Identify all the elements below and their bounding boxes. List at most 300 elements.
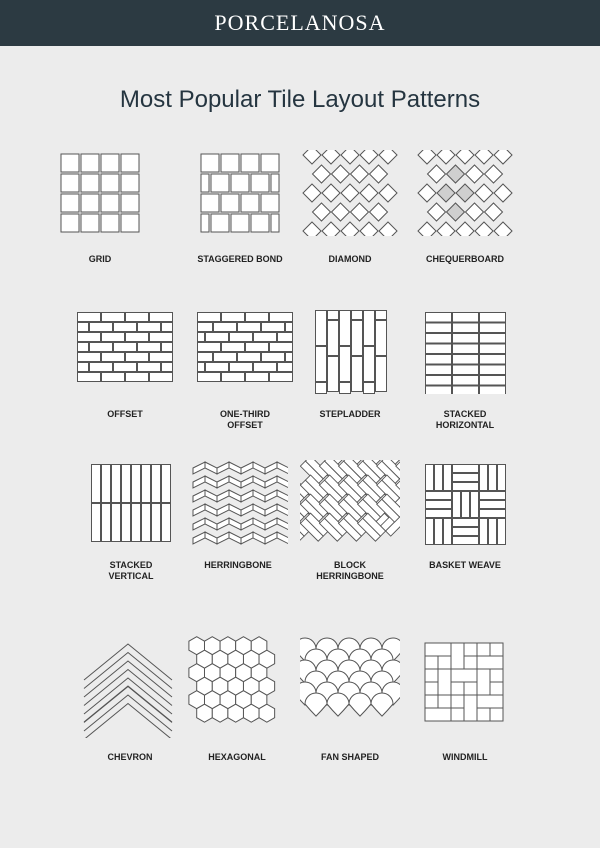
tile <box>453 323 479 333</box>
tile <box>205 490 217 502</box>
tile <box>477 656 503 669</box>
tile <box>205 462 217 474</box>
tile <box>126 373 149 382</box>
tile <box>277 532 288 544</box>
pattern-label: BLOCK HERRINGBONE <box>316 560 384 581</box>
chevron-pattern-diagram <box>80 632 180 738</box>
pattern-label: STACKED HORIZONTAL <box>435 409 495 430</box>
tile <box>238 353 261 362</box>
tile <box>230 363 253 372</box>
tile <box>201 214 209 232</box>
pattern-label: STEPLADDER <box>319 409 381 419</box>
brand-header <box>0 0 600 46</box>
tile <box>112 465 121 503</box>
tile <box>351 165 369 183</box>
tile <box>453 474 479 482</box>
tile <box>313 165 331 183</box>
tile <box>61 194 79 212</box>
tile <box>480 492 506 500</box>
tile <box>81 154 99 172</box>
tile <box>197 704 213 722</box>
tile <box>221 194 239 212</box>
tile <box>206 363 229 372</box>
tile <box>126 333 149 342</box>
tile <box>132 465 141 503</box>
tile <box>438 695 451 708</box>
tile <box>303 222 321 236</box>
tile <box>90 343 113 352</box>
tile <box>270 373 293 382</box>
tile <box>241 462 253 474</box>
tile <box>453 365 479 375</box>
tile <box>262 353 285 362</box>
tile <box>477 708 490 721</box>
pattern-label: BASKET WEAVE <box>429 560 501 570</box>
tile <box>451 643 464 669</box>
tile <box>198 363 205 372</box>
tile <box>241 504 253 516</box>
tile <box>426 376 452 386</box>
tile <box>352 311 363 320</box>
tile <box>464 643 477 656</box>
stacked-horizontal-pattern-diagram <box>415 308 515 394</box>
tile <box>438 669 451 695</box>
tile <box>316 383 327 394</box>
tile <box>265 476 277 488</box>
tile <box>490 682 503 695</box>
tile <box>453 334 479 344</box>
tile <box>341 150 359 164</box>
tile <box>78 313 101 322</box>
tile <box>418 184 436 202</box>
tile <box>313 203 331 221</box>
tile <box>322 222 340 236</box>
tile <box>229 490 241 502</box>
tile <box>261 194 279 212</box>
tile <box>475 222 493 236</box>
tile <box>265 532 277 544</box>
tile <box>198 353 213 362</box>
tile <box>214 353 237 362</box>
tile <box>259 704 275 722</box>
tile <box>217 462 229 474</box>
tile <box>480 501 506 509</box>
tile <box>84 678 172 714</box>
tile <box>132 504 141 542</box>
tile <box>253 518 265 530</box>
tile <box>303 150 321 164</box>
tile <box>162 323 173 332</box>
tile <box>447 203 465 221</box>
tile <box>162 465 171 503</box>
tile <box>198 313 221 322</box>
tile <box>322 150 340 164</box>
tile <box>114 323 137 332</box>
tile <box>162 504 171 542</box>
tile <box>102 333 125 342</box>
tile <box>84 670 172 706</box>
tile <box>341 222 359 236</box>
tile <box>126 353 149 362</box>
pattern-label: HERRINGBONE <box>204 560 272 570</box>
pattern-label: HEXAGONAL <box>208 752 266 762</box>
tile <box>81 174 99 192</box>
tile <box>121 154 139 172</box>
tile <box>379 222 397 236</box>
tile <box>352 357 363 392</box>
tile <box>90 323 113 332</box>
tile <box>211 214 229 232</box>
tile <box>152 504 161 542</box>
tile <box>193 490 205 502</box>
tile <box>253 476 265 488</box>
tile <box>475 150 493 164</box>
tile <box>238 323 261 332</box>
tile <box>352 321 363 356</box>
tile <box>122 465 131 503</box>
tile <box>456 150 474 164</box>
tile <box>376 357 387 392</box>
tile <box>426 344 452 354</box>
stepladder-pattern-diagram <box>300 308 400 394</box>
grid-pattern-diagram <box>50 150 150 236</box>
stacked-vertical-pattern-diagram <box>81 460 181 546</box>
staggered-bond-pattern-diagram <box>190 150 290 236</box>
tile <box>364 311 375 346</box>
tile <box>81 214 99 232</box>
tile <box>303 184 321 202</box>
tile <box>475 184 493 202</box>
tile <box>230 333 253 342</box>
tile <box>114 343 137 352</box>
tile <box>376 311 387 320</box>
tile <box>453 528 479 536</box>
tile <box>246 373 269 382</box>
tile <box>78 343 89 352</box>
tile <box>477 643 490 656</box>
tile <box>360 222 378 236</box>
tile <box>351 203 369 221</box>
pattern-label: STACKED VERTICAL <box>108 560 154 581</box>
tile <box>229 462 241 474</box>
tile <box>229 532 241 544</box>
page-title: Most Popular Tile Layout Patterns <box>119 86 481 113</box>
tile <box>316 311 327 346</box>
tile <box>464 656 477 669</box>
fan-shaped-pattern-diagram <box>300 632 400 732</box>
tile <box>426 334 452 344</box>
tile <box>205 476 217 488</box>
tile <box>121 194 139 212</box>
tile <box>453 465 479 473</box>
tile <box>453 483 479 491</box>
tile <box>437 184 455 202</box>
tile <box>102 313 125 322</box>
tile <box>426 519 434 545</box>
tile <box>101 214 119 232</box>
tile <box>453 519 479 527</box>
pattern-label: FAN SHAPED <box>320 752 379 762</box>
tile <box>211 174 229 192</box>
tile <box>328 311 339 320</box>
tile <box>150 333 173 342</box>
tile <box>322 184 340 202</box>
tile <box>480 365 506 375</box>
tile <box>217 532 229 544</box>
tile <box>271 174 279 192</box>
tile <box>466 165 484 183</box>
tile <box>61 174 79 192</box>
tile <box>360 184 378 202</box>
tile <box>451 708 464 721</box>
tile <box>480 344 506 354</box>
tile <box>198 343 221 352</box>
tile <box>78 333 101 342</box>
tile <box>92 465 101 503</box>
tile <box>243 704 259 722</box>
tile <box>425 708 451 721</box>
tile <box>84 653 172 689</box>
tile <box>332 203 350 221</box>
tile <box>121 174 139 192</box>
tile <box>485 165 503 183</box>
tile <box>261 154 279 172</box>
tile <box>222 343 245 352</box>
tile <box>490 708 503 721</box>
tile <box>480 465 488 491</box>
tile <box>193 532 205 544</box>
tile <box>84 644 172 680</box>
tile <box>480 355 506 365</box>
tile <box>286 323 293 332</box>
tile <box>425 695 438 708</box>
tile <box>480 334 506 344</box>
tile <box>229 504 241 516</box>
tile <box>270 313 293 322</box>
rotated-tile-group <box>300 460 400 546</box>
tile <box>92 504 101 542</box>
pattern-label: CHEQUERBOARD <box>425 254 504 264</box>
tile <box>246 343 269 352</box>
basket-weave-pattern-diagram <box>415 460 515 546</box>
tile <box>477 669 490 695</box>
pattern-label: ONE-THIRD OFFSET <box>220 409 270 430</box>
tile <box>81 194 99 212</box>
tile <box>84 695 172 731</box>
tile <box>340 383 351 394</box>
tile <box>444 519 452 545</box>
tile <box>349 693 371 716</box>
tile <box>364 383 375 394</box>
tile <box>278 333 293 342</box>
tile <box>453 492 461 518</box>
tile <box>205 504 217 516</box>
tile <box>150 313 173 322</box>
tile <box>102 373 125 382</box>
tile <box>241 154 259 172</box>
chequerboard-pattern-diagram <box>415 150 515 236</box>
tile <box>205 532 217 544</box>
tile <box>370 203 388 221</box>
tile <box>277 462 288 474</box>
tile <box>494 184 512 202</box>
tile <box>142 465 151 503</box>
tile <box>451 695 464 708</box>
tile <box>426 492 452 500</box>
tile <box>466 203 484 221</box>
tile <box>379 184 397 202</box>
tile <box>480 323 506 333</box>
tile <box>270 343 293 352</box>
tile <box>489 465 497 491</box>
tile <box>217 504 229 516</box>
pattern-label: GRID <box>88 254 112 264</box>
tile <box>229 518 241 530</box>
tile <box>84 661 172 697</box>
one-third-offset-pattern-diagram <box>195 308 295 394</box>
tile <box>142 504 151 542</box>
tile <box>438 656 451 669</box>
tile <box>217 476 229 488</box>
tile <box>425 656 438 669</box>
tile <box>340 347 351 382</box>
tile <box>241 518 253 530</box>
tile <box>217 518 229 530</box>
tile <box>78 353 101 362</box>
tile <box>490 643 503 656</box>
tile <box>241 532 253 544</box>
pattern-label: STAGGERED BOND <box>197 254 283 264</box>
tile <box>435 465 443 491</box>
tile <box>453 355 479 365</box>
tile <box>485 203 503 221</box>
tile <box>494 222 512 236</box>
tile <box>453 313 479 323</box>
tile <box>480 313 506 323</box>
tile <box>241 194 259 212</box>
tile <box>78 373 101 382</box>
tile <box>251 174 269 192</box>
tile <box>201 154 219 172</box>
tile <box>162 343 173 352</box>
windmill-pattern-diagram <box>415 632 515 732</box>
tile <box>480 386 506 394</box>
tile <box>425 682 438 695</box>
tile <box>328 321 339 356</box>
tile <box>451 669 477 682</box>
tile <box>254 363 277 372</box>
tile <box>426 323 452 333</box>
tile <box>265 462 277 474</box>
tile <box>265 504 277 516</box>
tile <box>435 519 443 545</box>
tile <box>490 669 503 682</box>
tile <box>229 476 241 488</box>
tile <box>201 174 209 192</box>
tile <box>162 363 173 372</box>
tile <box>193 504 205 516</box>
tile <box>78 323 89 332</box>
tile <box>379 150 397 164</box>
tile <box>101 194 119 212</box>
tile <box>231 214 249 232</box>
tile <box>222 313 245 322</box>
tile <box>277 518 288 530</box>
tile <box>265 490 277 502</box>
tile <box>138 343 161 352</box>
tile <box>278 363 293 372</box>
tile <box>201 194 219 212</box>
pattern-label: DIAMOND <box>328 254 372 264</box>
tile <box>489 519 497 545</box>
tile <box>277 476 288 488</box>
tile <box>464 682 477 695</box>
tile <box>426 365 452 375</box>
tile <box>364 347 375 382</box>
tile <box>198 373 221 382</box>
tile <box>456 222 474 236</box>
tile <box>205 518 217 530</box>
tile <box>453 537 479 545</box>
tile <box>462 492 470 518</box>
tile <box>286 353 293 362</box>
tile <box>305 693 327 716</box>
tile <box>150 353 173 362</box>
tile <box>453 344 479 354</box>
tile <box>193 476 205 488</box>
tile <box>222 373 245 382</box>
tile <box>241 490 253 502</box>
tile <box>231 174 249 192</box>
tile <box>277 504 288 516</box>
tile <box>61 154 79 172</box>
tile <box>253 462 265 474</box>
tile <box>206 333 229 342</box>
tile <box>90 363 113 372</box>
tile <box>78 363 89 372</box>
tile <box>228 704 244 722</box>
tile <box>114 363 137 372</box>
tile <box>112 504 121 542</box>
tile <box>480 510 506 518</box>
tile <box>426 510 452 518</box>
tile <box>426 501 452 509</box>
pattern-label: CHEVRON <box>107 752 153 762</box>
tile <box>437 150 455 164</box>
tile <box>480 376 506 386</box>
tile <box>241 476 253 488</box>
tile <box>451 682 464 695</box>
tile <box>193 462 205 474</box>
tile <box>456 184 474 202</box>
tile <box>425 669 438 682</box>
tile <box>444 465 452 491</box>
tile <box>418 150 436 164</box>
tile <box>498 465 506 491</box>
tile <box>246 313 269 322</box>
tile <box>102 504 111 542</box>
tile <box>214 323 237 332</box>
tile <box>102 465 111 503</box>
tile <box>480 519 488 545</box>
tile <box>426 313 452 323</box>
offset-pattern-diagram <box>75 308 175 394</box>
tile <box>376 321 387 356</box>
tile <box>328 357 339 392</box>
tile <box>332 165 350 183</box>
tile <box>494 150 512 164</box>
tile <box>253 490 265 502</box>
